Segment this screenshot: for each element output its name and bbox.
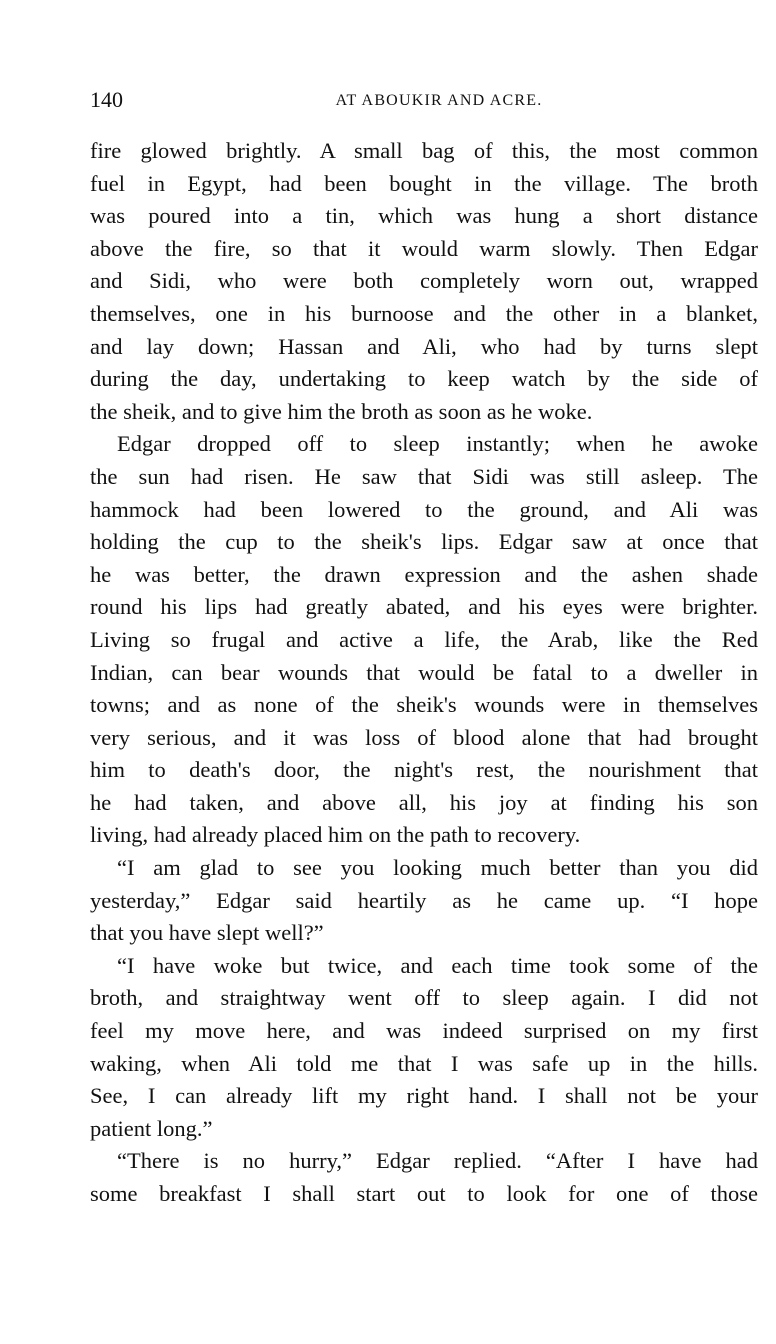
body-text	[90, 135, 758, 1211]
text-line: feel my move here, and was indeed surprised on my first	[90, 1018, 758, 1044]
text-line: during the day, undertaking to keep watch by the side of	[90, 366, 758, 392]
text-line: fire glowed brightly. A small bag of this, the most common	[90, 138, 758, 163]
text-line: “I have woke but twice, and each time took some of the	[117, 952, 758, 978]
text-line: the sheik, and to give him the broth as soon as he woke.	[90, 398, 593, 424]
text-line: “There is no hurry,” Edgar replied. “After I have had	[117, 1148, 758, 1174]
running-title: AT ABOUKIR AND ACRE.	[335, 92, 543, 109]
text-line: he was better, the drawn expression and the ashen shade	[90, 561, 758, 587]
text-line: hammock had been lowered to the ground, and Ali was	[90, 496, 758, 522]
text-line: that you have slept well?”	[90, 920, 324, 946]
text-line: above the fire, so that it would warm slowly. Then Edgar	[90, 235, 758, 261]
text-line: themselves, one in his burnoose and the other in a blanket,	[90, 300, 758, 326]
text-line: him to death's door, the night's rest, the nourishment that	[90, 757, 758, 783]
text-line: Living so frugal and active a life, the Arab, like the Red	[90, 626, 758, 652]
text-line: Indian, can bear wounds that would be fatal to a dweller in	[90, 659, 758, 685]
text-line: towns; and as none of the sheik's wounds were in themselves	[90, 692, 758, 718]
text-line: and Sidi, who were both completely worn out, wrapped	[90, 268, 758, 294]
text-line: “I am glad to see you looking much better than you did	[117, 855, 758, 881]
text-line: and lay down; Hassan and Ali, who had by turns slept	[90, 333, 758, 359]
text-line: broth, and straightway went off to sleep again. I did not	[90, 985, 758, 1011]
text-line: waking, when Ali told me that I was safe up in the hills.	[90, 1050, 758, 1076]
text-line: some breakfast I shall start out to look for one of those	[90, 1181, 758, 1206]
text-line: patient long.”	[90, 1115, 213, 1141]
text-line: holding the cup to the sheik's lips. Edgar saw at once that	[90, 529, 758, 555]
page-number: 140	[90, 87, 123, 112]
text-line: the sun had risen. He saw that Sidi was still asleep. The	[90, 463, 758, 489]
text-line: round his lips had greatly abated, and his eyes were brighter.	[90, 594, 758, 620]
text-line: very serious, and it was loss of blood alone that had brought	[90, 724, 758, 750]
running-head	[90, 86, 758, 114]
text-line: he had taken, and above all, his joy at finding his son	[90, 789, 758, 815]
text-line: was poured into a tin, which was hung a short distance	[90, 203, 758, 229]
text-line: fuel in Egypt, had been bought in the village. The broth	[90, 170, 758, 196]
text-line: yesterday,” Edgar said heartily as he came up. “I hope	[90, 887, 758, 913]
text-line: See, I can already lift my right hand. I shall not be your	[90, 1083, 758, 1109]
text-line: Edgar dropped off to sleep instantly; when he awoke	[117, 431, 758, 457]
text-line: living, had already placed him on the path to recovery.	[90, 822, 581, 848]
